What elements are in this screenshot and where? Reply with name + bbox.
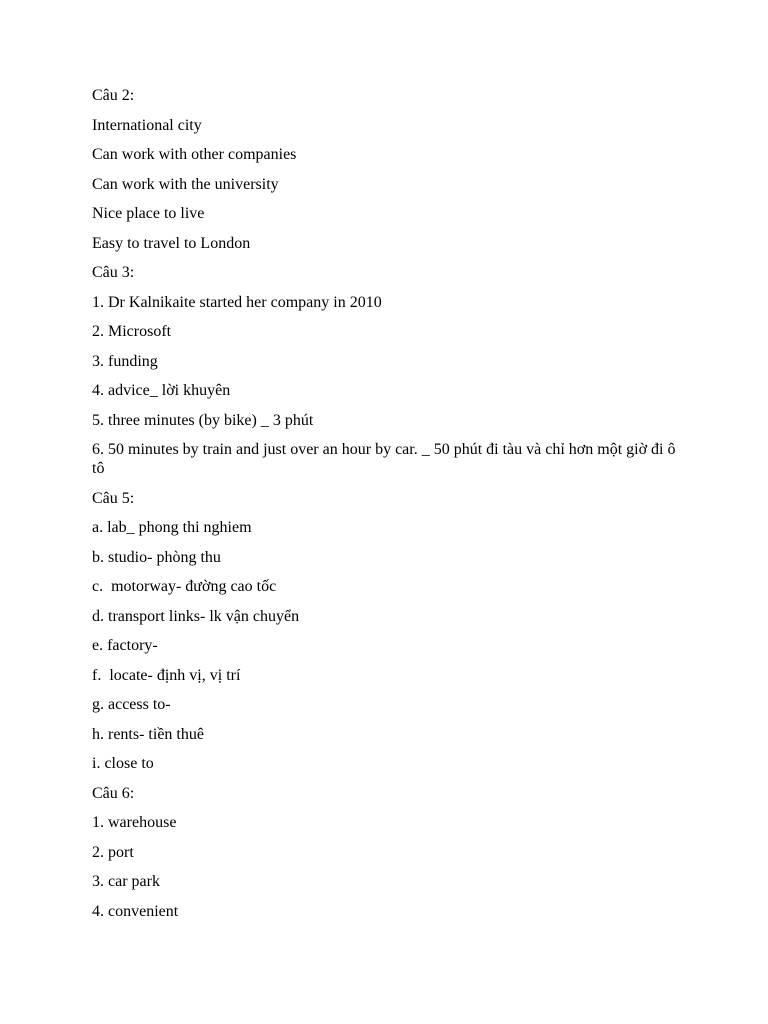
answer-line: 3. funding [92,352,158,370]
text-line: Can work with other companies [92,146,297,163]
vocab-line: c. motorway- đường cao tốc [92,578,277,595]
answer-line: 5. three minutes (by bike) _ 3 phút [92,411,314,429]
answer-line: 1. warehouse [92,814,177,831]
heading-cau-3: Câu 3: [92,264,135,281]
vocab-line: i. close to [92,755,154,772]
answer-line: 3. car park [92,873,160,890]
answer-line: 4. convenient [92,902,179,920]
answer-line: 4. advice_ lời khuyên [92,382,231,399]
vocab-line: e. factory- [92,637,158,654]
heading-cau-6: Câu 6: [92,784,135,802]
vocab-line: g. access to- [92,696,171,713]
text-line: Easy to travel to London [92,234,251,252]
heading-cau-2: Câu 2: [92,87,135,104]
document-body [92,86,692,931]
answer-line: 1. Dr Kalnikaite started her company in 2010 [92,293,382,311]
vocab-line: d. transport links- lk vận chuyển [92,607,300,625]
text-line: International city [92,116,202,134]
answer-line: 2. Microsoft [92,323,172,340]
answer-line: 6. 50 minutes by train and just over an hour by car. _ 50 phút đi tàu và chỉ hơn một giờ đi ô tô [92,441,680,477]
text-line: Can work with the university [92,175,279,193]
vocab-line: b. studio- phòng thu [92,548,221,566]
text-line: Nice place to live [92,205,205,222]
vocab-line: f. locate- định vị, vị trí [92,666,241,684]
heading-cau-5: Câu 5: [92,489,135,507]
vocab-line: a. lab_ phong thi nghiem [92,519,252,536]
vocab-line: h. rents- tiền thuê [92,725,204,743]
answer-line: 2. port [92,843,134,861]
